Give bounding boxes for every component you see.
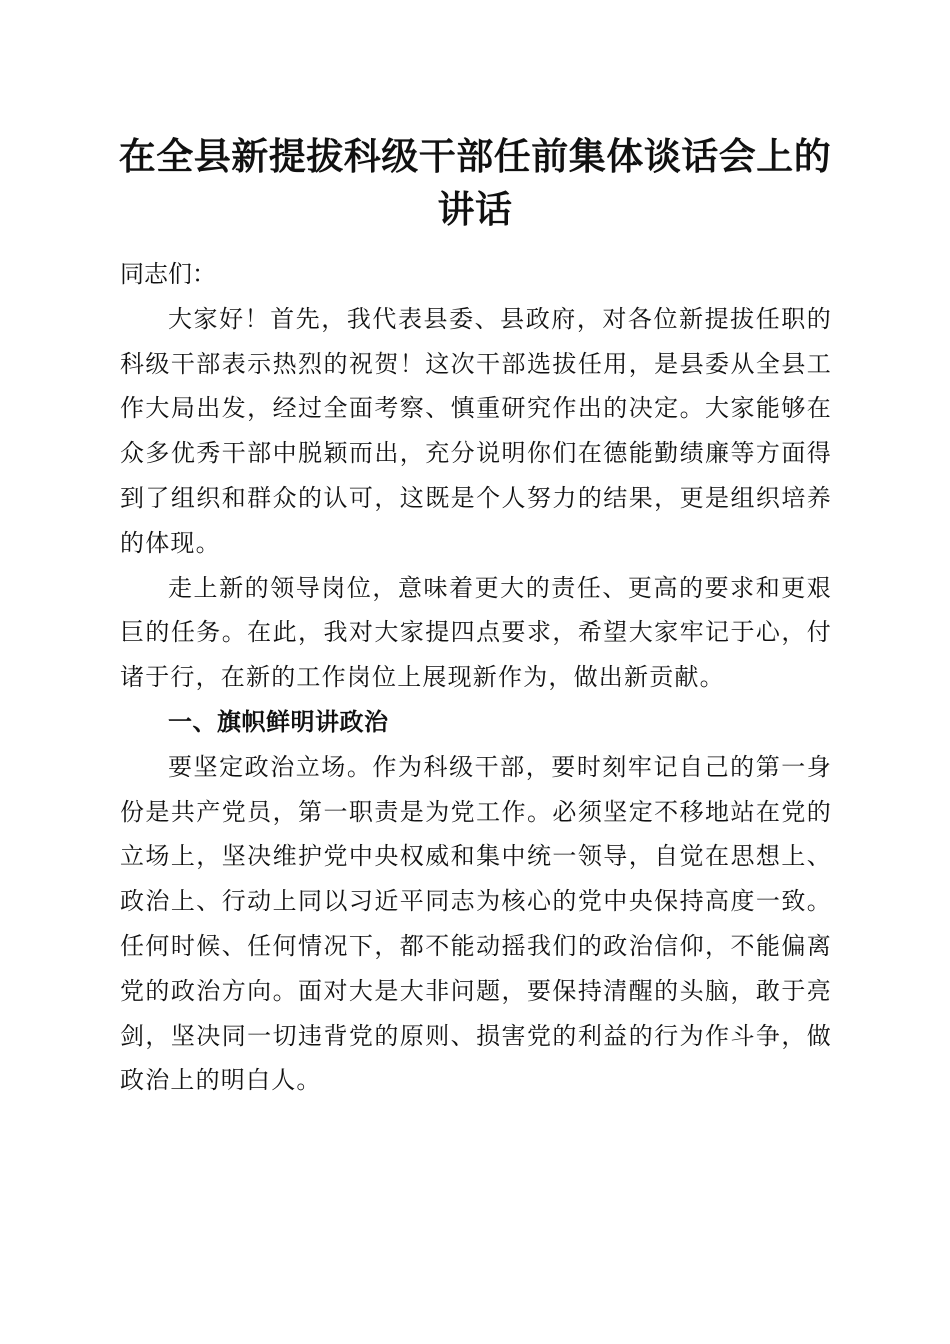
document-title: 在全县新提拔科级干部任前集体谈话会上的讲话 (118, 134, 832, 231)
document-body (120, 252, 832, 1103)
paragraph-greeting: 大家好！首先，我代表县委、县政府，对各位新提拔任职的科级干部表示热烈的祝贺！这次干部选拔任用，是县委从全县工作大局出发，经过全面考察、慎重研究作出的决定。大家能够在众多优秀干部中脱颖而出，充分说明你们在德能勤绩廉等方面得到了组织和群众的认可，这既是个人努力的结果，更是组织培养的体现。 (120, 304, 832, 557)
salutation: 同志们： (120, 260, 216, 288)
paragraph-political-stance: 要坚定政治立场。作为科级干部，要时刻牢记自己的第一身份是共产党员，第一职责是为党工作。必须坚定不移地站在党的立场上，坚决维护党中央权威和集中统一领导，自觉在思想上、政治上、行动上同以习近平同志为核心的党中央保持高度一致。任何时候、任何情况下，都不能动摇我们的政治信仰，不能偏离党的政治方向。面对大是大非问题，要保持清醒的头脑，敢于亮剑，坚决同一切违背党的原则、损害党的利益的行为作斗争，做政治上的明白人。 (120, 752, 832, 1095)
section-heading: 一、旗帜鲜明讲政治 (168, 707, 389, 736)
paragraph-requirements-intro: 走上新的领导岗位，意味着更大的责任、更高的要求和更艰巨的任务。在此，我对大家提四点要求，希望大家牢记于心，付诸于行，在新的工作岗位上展现新作为，做出新贡献。 (120, 573, 832, 692)
